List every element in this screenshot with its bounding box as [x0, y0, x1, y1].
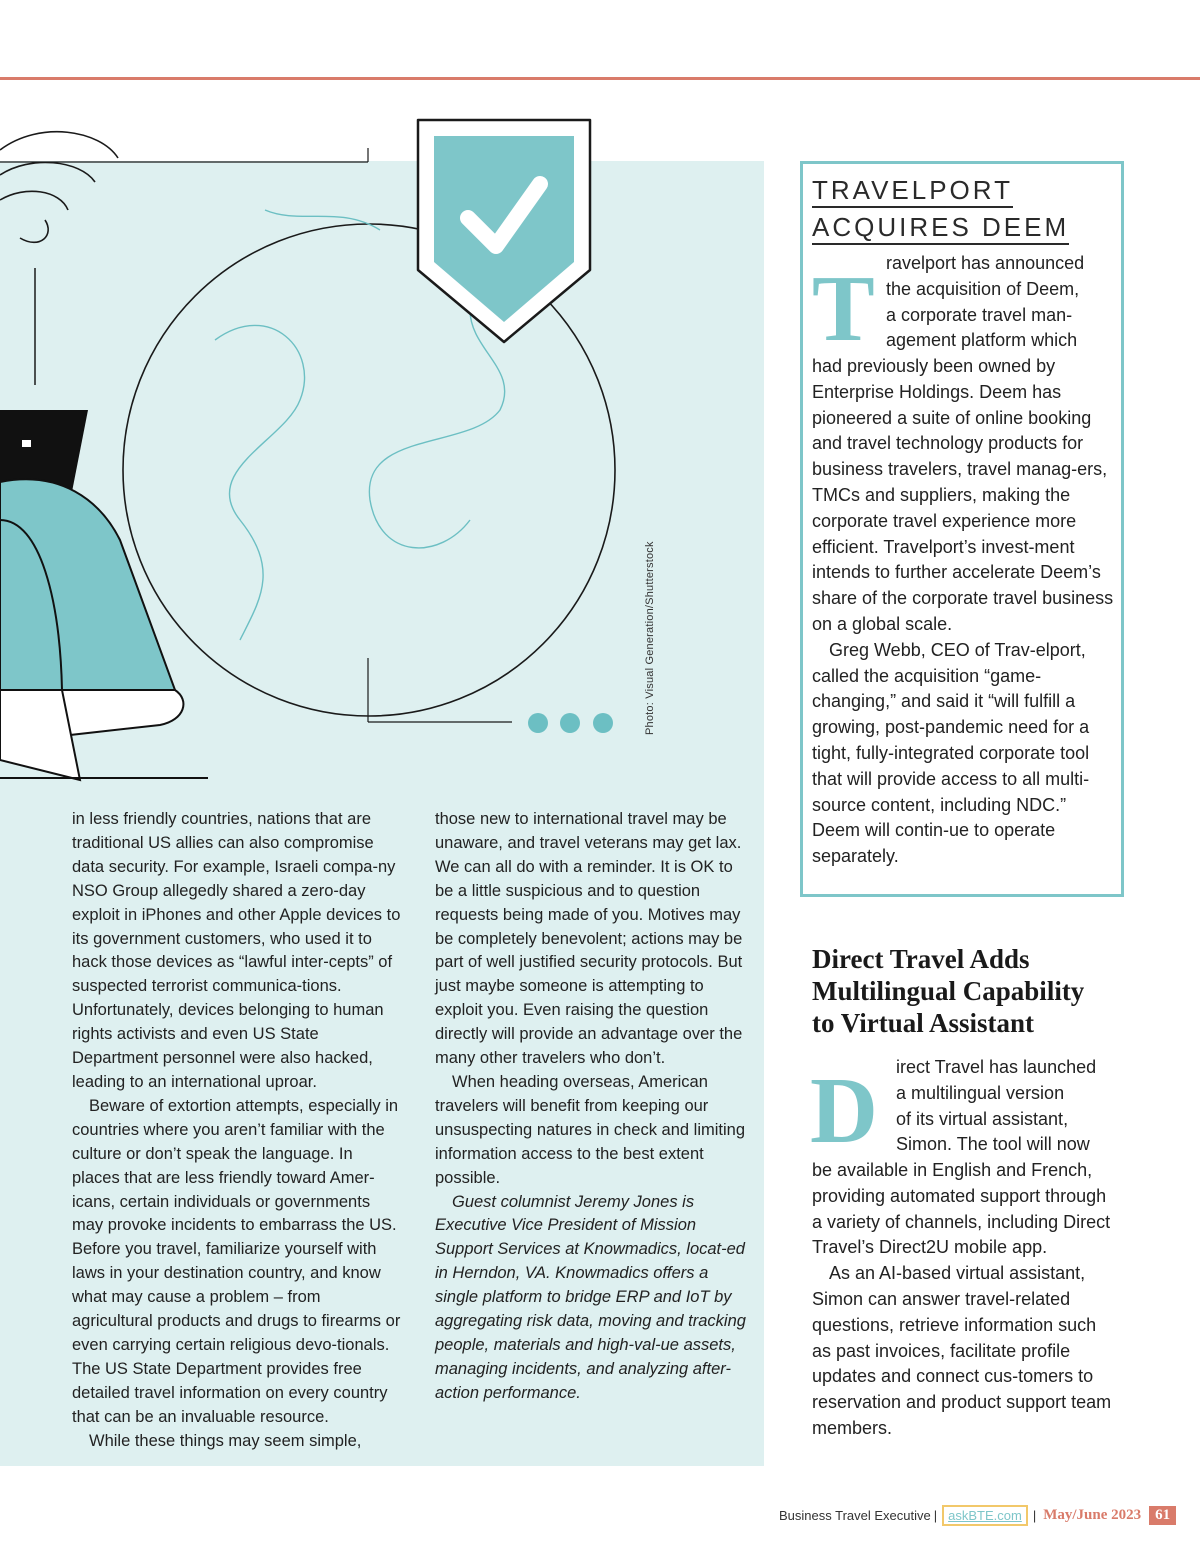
paragraph: As an AI-based virtual assistant, Simon can answer travel-related questions, retrieve information such as past invoices, facilitate profile updates and connect cus-tomers to reservation and product support team members.	[812, 1263, 1112, 1438]
shield-check-icon	[418, 120, 590, 342]
wifi-icon	[0, 132, 118, 243]
paragraph: While these things may seem simple,	[89, 1431, 362, 1450]
text-line: a multilingual version	[896, 1082, 1065, 1103]
sidebar-dropcap-lines	[886, 251, 1116, 354]
ellipsis-dots-icon	[528, 713, 613, 733]
headline-line: Multilingual Capability	[812, 976, 1085, 1006]
website-link[interactable]: askBTE.com	[942, 1505, 1028, 1526]
paragraph: When heading overseas, American travelers will benefit from keeping our unsuspecting natures in check and limiting information access to the best extent possible.	[435, 1072, 746, 1187]
page-number: 61	[1149, 1506, 1176, 1525]
sidebar-title	[812, 174, 1112, 248]
article-dropcap: D	[810, 1059, 878, 1163]
sidebar-dropcap: T	[812, 257, 875, 361]
issue-date: May/June 2023	[1043, 1506, 1142, 1523]
page-footer	[779, 1504, 1176, 1526]
author-bio: Guest columnist Jeremy Jones is Executive Vice President of Mission Support Services at Knowmadics, locat-ed in Herndon, VA. Knowmadics offers a single platform to bridge ERP and IoT by aggregating risk data, moving and tracking people, materials and high-val-ue assets, managing incidents, and analyzing after-action performance.	[435, 1192, 746, 1402]
text-line: of its virtual assistant,	[896, 1108, 1069, 1129]
article-column-left	[72, 808, 402, 1453]
footer-separator: |	[1032, 1507, 1037, 1523]
text-line: Simon. The tool will now	[896, 1134, 1090, 1155]
text-line: ravelport has announced	[886, 253, 1085, 273]
paragraph: had previously been owned by Enterprise Holdings. Deem has pioneered a suite of online booking and travel technology products for business travelers, travel manag-ers, TMCs and suppliers, making the corporate travel experience more efficient. Travelport’s invest-ment intends to further accelerate Deem’s share of the corporate travel business on a global scale.	[812, 356, 1114, 634]
sidebar-body	[812, 354, 1118, 870]
text-line: irect Travel has launched	[896, 1057, 1097, 1077]
sidebar-title-line: ACQUIRES DEEM	[812, 211, 1069, 245]
paragraph: those new to international travel may be unaware, and travel veterans may get lax. We can all do with a reminder. It is OK to be a little suspicious and to question requests being made of you. Motives may be completely benevolent; actions may be part of well justified security protocols. But just maybe someone is attempting to exploit you. Even raising the question directly will provide an advantage over the many other travelers who don’t.	[435, 810, 743, 1068]
paragraph: Beware of extortion attempts, especially in countries where you aren’t familiar with the culture or don’t speak the language. In places that are less friendly toward Amer-icans, certain individuals or governments may provoke incidents to embarrass the US. Before you travel, familiarize yourself with laws in your destination country, and know what may cause a problem – from agricultural products and drugs to firearms or even carrying certain religious devo-tionals. The US State Department provides free detailed travel information on every country that can be an invaluable resource.	[72, 1096, 401, 1426]
text-line: the acquisition of Deem,	[886, 278, 1080, 299]
publication-name: Business Travel Executive	[779, 1507, 931, 1523]
sidebar-title-line: TRAVELPORT	[812, 174, 1013, 208]
paragraph: Greg Webb, CEO of Trav-elport, called the acquisition “game-changing,” and said it “will fulfill a growing, post-pandemic need for a tight, fully-integrated corporate tool that will provide access to all multi-source content, including NDC.” Deem will contin-ue to operate separately.	[812, 639, 1090, 867]
article-body	[812, 1158, 1118, 1442]
headline-line: Direct Travel Adds	[812, 944, 1030, 974]
footer-separator: |	[933, 1507, 938, 1523]
article-column-middle	[435, 808, 747, 1406]
person-laptop-icon	[0, 410, 208, 780]
article-dropcap-lines	[896, 1055, 1121, 1158]
top-rule	[0, 77, 1200, 80]
text-line: agement platform which	[886, 330, 1078, 351]
paragraph: be available in English and French, providing automated support through a variety of channels, including Direct Travel’s Direct2U mobile app.	[812, 1160, 1111, 1258]
article-headline	[812, 943, 1132, 1039]
photo-credit: Photo: Visual Generation/Shutterstock	[644, 541, 656, 735]
text-line: a corporate travel man-	[886, 304, 1073, 325]
paragraph: in less friendly countries, nations that are traditional US allies can also compromise data security. For example, Israeli compa-ny NSO Group allegedly shared a zero-day exploit in iPhones and other Apple devices to its government customers, who used it to hack those devices as “lawful inter-cepts” of suspected terrorist communica-tions. Unfortunately, devices belonging to human rights activists and even US State Department personnel were also hacked, leading to an international uproar.	[72, 810, 401, 1091]
headline-line: to Virtual Assistant	[812, 1008, 1035, 1038]
